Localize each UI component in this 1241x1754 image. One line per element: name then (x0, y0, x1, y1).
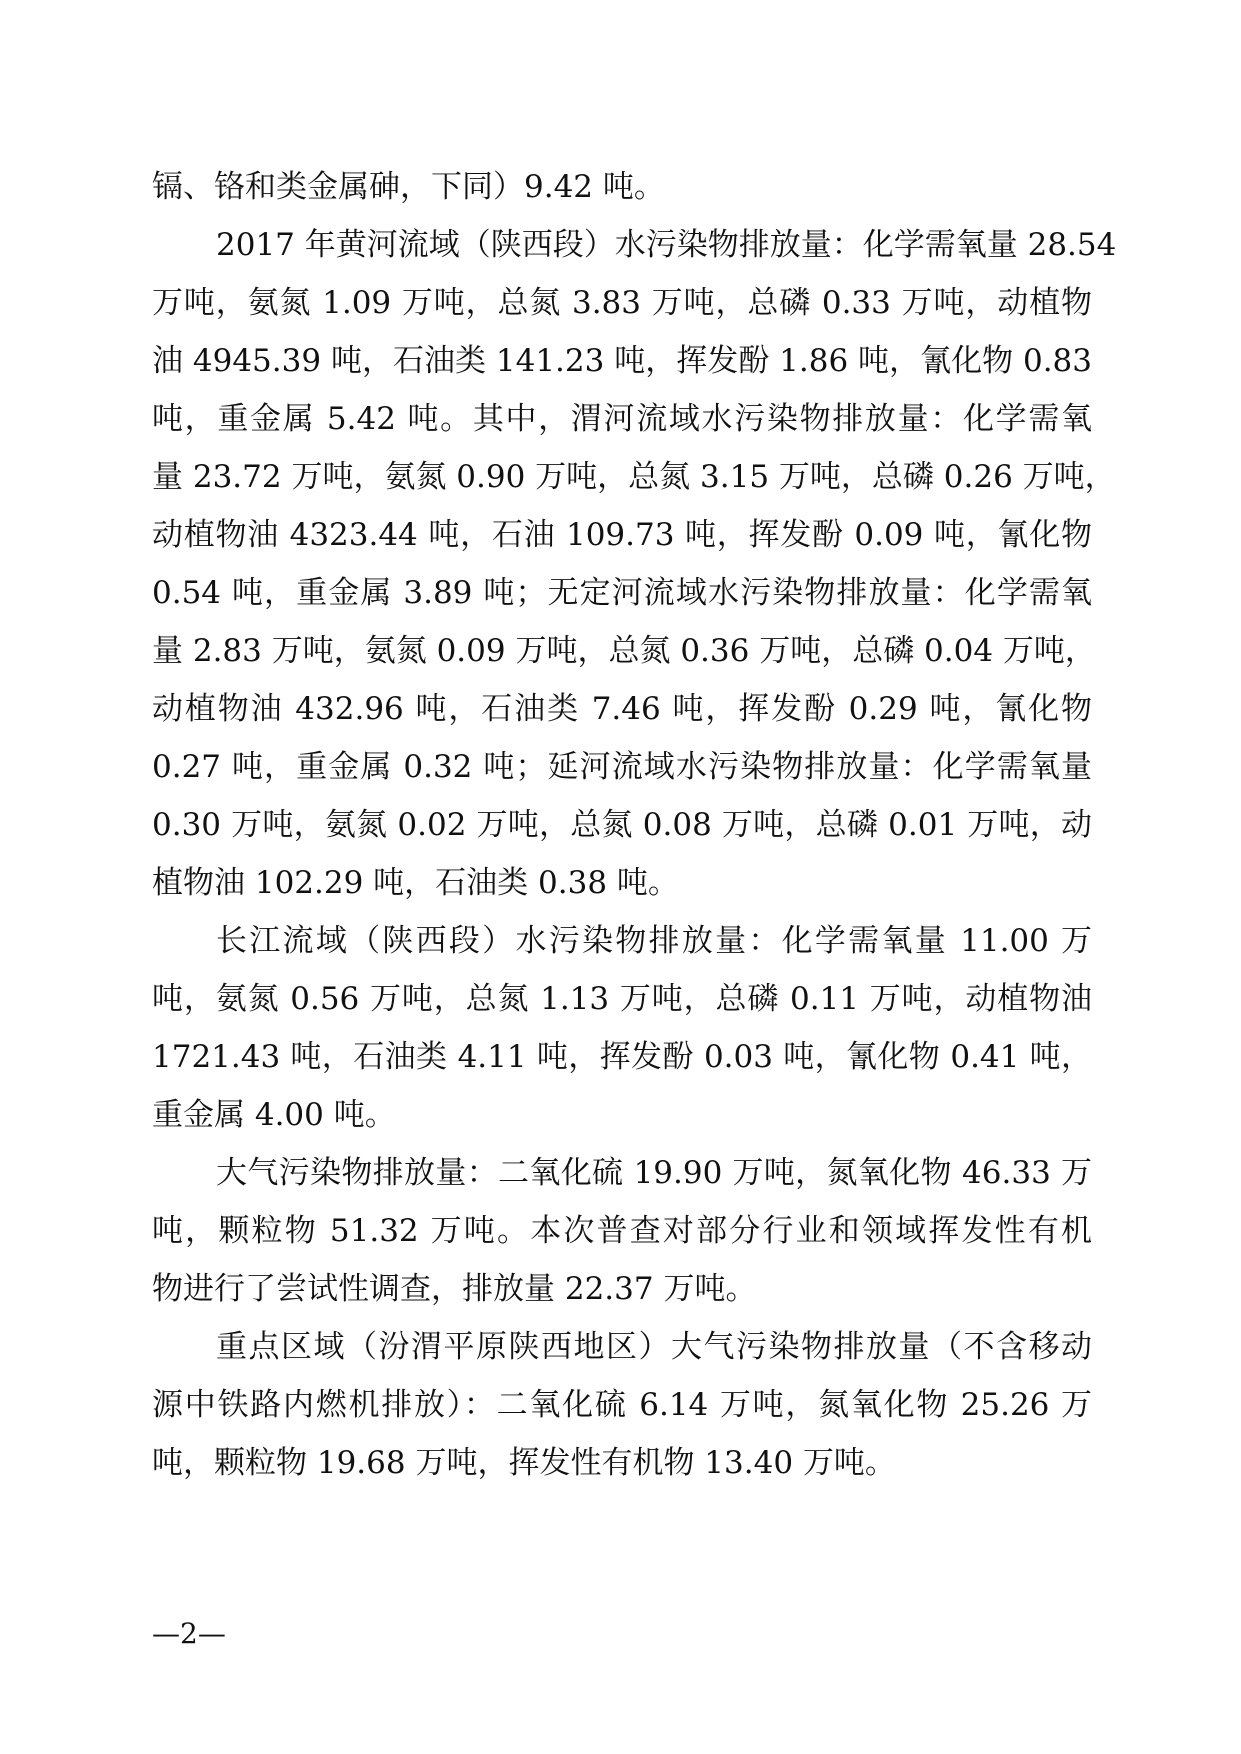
text-line: 量 23.72 万吨，氨氮 0.90 万吨，总氮 3.15 万吨，总磷 0.26 万吨， (152, 459, 1116, 495)
text-line: 植物油 102.29 吨，石油类 0.38 吨。 (152, 865, 679, 901)
text-line: 重金属 4.00 吨。 (152, 1097, 396, 1133)
text-line: 物进行了尝试性调查，排放量 22.37 万吨。 (152, 1271, 757, 1307)
paragraph-start-line: 长江流域（陕西段）水污染物排放量：化学需氧量 11.00 万 (216, 923, 1092, 959)
text-line: 源中铁路内燃机排放）：二氧化硫 6.14 万吨，氮氧化物 25.26 万 (152, 1387, 1092, 1423)
text-line: 0.27 吨，重金属 0.32 吨；延河流域水污染物排放量：化学需氧量 (152, 749, 1092, 785)
document-body (152, 158, 1117, 1492)
text-line: 吨，颗粒物 19.68 万吨，挥发性有机物 13.40 万吨。 (152, 1445, 896, 1481)
text-line: 吨，重金属 5.42 吨。其中，渭河流域水污染物排放量：化学需氧 (152, 401, 1092, 437)
text-line: 吨，氨氮 0.56 万吨，总氮 1.13 万吨，总磷 0.11 万吨，动植物油 (152, 981, 1092, 1017)
paragraph-start-line: 重点区域（汾渭平原陕西地区）大气污染物排放量（不含移动 (216, 1329, 1092, 1365)
text-line: 动植物油 4323.44 吨，石油 109.73 吨，挥发酚 0.09 吨，氰化物 (152, 517, 1092, 553)
paragraph-start-line: 大气污染物排放量：二氧化硫 19.90 万吨，氮氧化物 46.33 万 (216, 1155, 1092, 1191)
page-number: —2— (152, 1617, 226, 1650)
text-line: 油 4945.39 吨，石油类 141.23 吨，挥发酚 1.86 吨，氰化物 0.83 (152, 343, 1092, 379)
paragraph-start-line: 2017 年黄河流域（陕西段）水污染物排放量：化学需氧量 28.54 (216, 227, 1117, 263)
text-line: 1721.43 吨，石油类 4.11 吨，挥发酚 0.03 吨，氰化物 0.41 吨， (152, 1039, 1092, 1075)
text-line: 0.54 吨，重金属 3.89 吨；无定河流域水污染物排放量：化学需氧 (152, 575, 1092, 611)
text-line: 吨，颗粒物 51.32 万吨。本次普查对部分行业和领域挥发性有机 (152, 1213, 1092, 1249)
text-line: 0.30 万吨，氨氮 0.02 万吨，总氮 0.08 万吨，总磷 0.01 万吨，动 (152, 807, 1092, 843)
text-line: 镉、铬和类金属砷，下同）9.42 吨。 (152, 169, 665, 205)
text-line: 万吨，氨氮 1.09 万吨，总氮 3.83 万吨，总磷 0.33 万吨，动植物 (152, 285, 1092, 321)
text-line: 量 2.83 万吨，氨氮 0.09 万吨，总氮 0.36 万吨，总磷 0.04 万吨， (152, 633, 1096, 669)
text-line: 动植物油 432.96 吨，石油类 7.46 吨，挥发酚 0.29 吨，氰化物 (152, 691, 1092, 727)
